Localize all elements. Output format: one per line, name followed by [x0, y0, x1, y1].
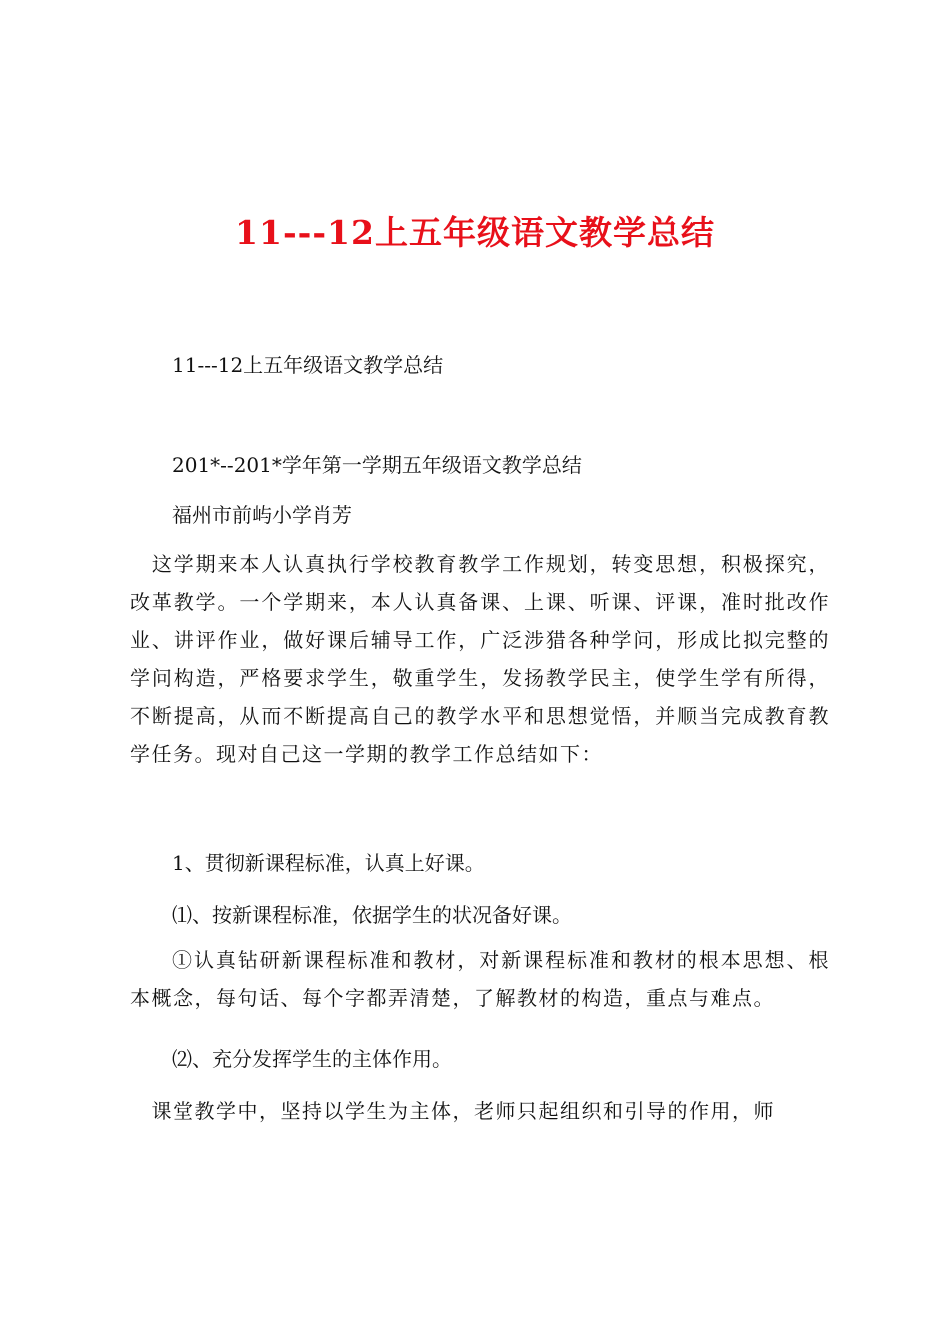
intro-paragraph: 这学期来本人认真执行学校教育教学工作规划，转变思想，积极探究，改革教学。一个学期来，本人认真备课、上课、听课、评课，准时批改作业、讲评作业，做好课后辅导工作，广泛涉猎各种学问，形成比拟完整的学问构造，严格要求学生，敬重学生，发扬教学民主，使学生学有所得，不断提高，从而不断提高自己的教学水平和思想觉悟，并顺当完成教育教学任务。现对自己这一学期的教学工作总结如下： — [130, 552, 830, 766]
section-heading-1: 1、贯彻新课程标准，认真上好课。 — [172, 851, 485, 875]
semester-heading: 201*--201*学年第一学期五年级语文教学总结 — [172, 453, 582, 477]
list-item-2-detail: 课堂教学中，坚持以学生为主体，老师只起组织和引导的作用，师 — [130, 1099, 775, 1123]
document-title: 11---12上五年级语文教学总结 — [235, 213, 715, 252]
list-item-1: ⑴、按新课程标准，依据学生的状况备好课。 — [172, 903, 572, 927]
author-line: 福州市前屿小学肖芳 — [172, 503, 352, 527]
list-item-2: ⑵、充分发挥学生的主体作用。 — [172, 1047, 452, 1071]
document-subtitle: 11---12上五年级语文教学总结 — [172, 353, 444, 377]
list-item-1-detail: ①认真钻研新课程标准和教材，对新课程标准和教材的根本思想、根本概念，每句话、每个字都弄清楚，了解教材的构造，重点与难点。 — [130, 948, 830, 1010]
